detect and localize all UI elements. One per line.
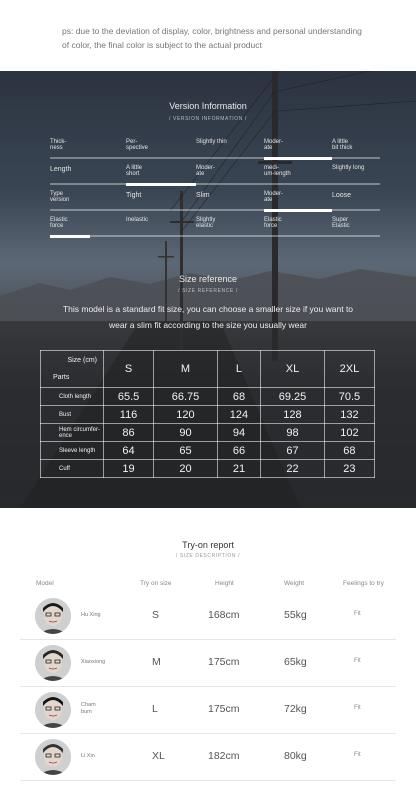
size-value-cell: 132 xyxy=(324,406,374,424)
size-value-cell: 68 xyxy=(324,442,374,460)
size-value-cell: 120 xyxy=(154,406,218,424)
size-value-cell: 21 xyxy=(217,460,260,478)
version-option: Inelastic xyxy=(126,217,149,223)
model-size: S xyxy=(152,609,160,621)
model-height: 175cm xyxy=(208,703,240,715)
model-weight: 65kg xyxy=(284,656,307,668)
size-value-cell: 66.75 xyxy=(154,388,218,406)
size-row-label: Sleeve length xyxy=(41,442,104,460)
size-value-cell: 22 xyxy=(261,460,325,478)
version-option: medi- um-length xyxy=(264,165,291,177)
model-name: Li Xin xyxy=(81,753,95,759)
size-value-cell: 116 xyxy=(104,406,154,424)
tryon-header-size: Try on size xyxy=(140,580,172,587)
size-value-cell: 68 xyxy=(217,388,260,406)
size-value-cell: 65.5 xyxy=(104,388,154,406)
size-value-cell: 65 xyxy=(154,442,218,460)
tryon-header-weight: Weight xyxy=(284,580,305,587)
version-option: Slightly long xyxy=(332,165,365,171)
version-row xyxy=(50,163,380,187)
model-avatar xyxy=(35,645,71,681)
size-header-cell: XL xyxy=(261,351,325,388)
size-header-cell: M xyxy=(154,351,218,388)
version-option: Per- spective xyxy=(126,139,149,151)
tryon-row xyxy=(20,686,396,734)
version-row xyxy=(50,215,380,239)
version-track xyxy=(50,183,380,185)
model-avatar xyxy=(35,598,71,634)
version-row xyxy=(50,189,380,213)
size-row xyxy=(41,406,375,424)
tryon-row xyxy=(20,733,396,781)
size-row-label: Hem circumfer- ence xyxy=(41,424,104,442)
version-row-label: Elastic force xyxy=(50,217,68,229)
dark-banner xyxy=(0,71,416,508)
size-value-cell: 66 xyxy=(217,442,260,460)
model-name: Xiaoxiong xyxy=(81,659,106,665)
size-value-cell: 124 xyxy=(217,406,260,424)
version-option: Moder- ate xyxy=(196,165,216,177)
version-option: Elastic force xyxy=(264,217,282,229)
model-feeling: Fit xyxy=(354,658,361,664)
size-value-cell: 69.25 xyxy=(261,388,325,406)
model-name: Hu Xing xyxy=(81,612,101,618)
size-header-cell: L xyxy=(217,351,260,388)
model-weight: 80kg xyxy=(284,750,307,762)
tryon-row xyxy=(20,592,396,640)
size-value-cell: 94 xyxy=(217,424,260,442)
model-size: XL xyxy=(152,750,165,762)
size-value-cell: 102 xyxy=(324,424,374,442)
version-selected-marker xyxy=(264,209,332,212)
size-corner-parts-label: Parts xyxy=(53,374,70,381)
size-value-cell: 90 xyxy=(154,424,218,442)
size-value-cell: 64 xyxy=(104,442,154,460)
version-option: Super Elastic xyxy=(332,217,350,229)
model-avatar xyxy=(35,739,71,775)
model-height: 182cm xyxy=(208,750,240,762)
version-option: Moder- ate xyxy=(264,139,284,151)
size-value-cell: 86 xyxy=(104,424,154,442)
tryon-subtitle: / SIZE DESCRIPTION / xyxy=(175,553,241,559)
size-row xyxy=(41,424,375,442)
tryon-header-model: Model xyxy=(36,580,54,587)
size-value-cell: 23 xyxy=(324,460,374,478)
model-size: L xyxy=(152,703,158,715)
model-feeling: Fit xyxy=(354,705,361,711)
size-row xyxy=(41,388,375,406)
version-option: Slightly thin xyxy=(196,139,227,145)
version-selected-marker xyxy=(50,235,90,238)
color-note: ps: due to the deviation of display, color, brightness and personal understanding of color, the final color is subject to the actual product xyxy=(62,26,362,50)
model-size: M xyxy=(152,656,161,668)
size-table xyxy=(40,350,375,478)
version-row xyxy=(50,137,380,161)
size-corner-cell xyxy=(41,351,104,388)
version-option: A little bit thick xyxy=(332,139,353,151)
size-value-cell: 128 xyxy=(261,406,325,424)
size-value-cell: 19 xyxy=(104,460,154,478)
version-row-label: Type version xyxy=(50,191,70,203)
size-row xyxy=(41,442,375,460)
size-reference-subtitle: / SIZE REFERENCE / xyxy=(178,288,238,294)
size-row-label: Cuff xyxy=(41,460,104,478)
model-weight: 72kg xyxy=(284,703,307,715)
tryon-row xyxy=(20,639,396,687)
model-name: Cham bum xyxy=(81,702,96,715)
version-track xyxy=(50,235,380,237)
size-header-row xyxy=(41,351,375,388)
size-reference-title: Size reference xyxy=(178,274,238,284)
model-avatar xyxy=(35,692,71,728)
version-option: A little short xyxy=(126,165,143,177)
tryon-header-feel: Feelings to try xyxy=(343,580,384,587)
version-selected-marker xyxy=(264,157,332,160)
size-row-label: Bust xyxy=(41,406,104,424)
version-option: Slim xyxy=(196,192,210,199)
model-height: 168cm xyxy=(208,609,240,621)
size-row xyxy=(41,460,375,478)
version-option: Loose xyxy=(332,192,352,199)
size-reference-description: This model is a standard fit size, you can choose a smaller size if you want to wear a slim fit according to the size you usually wear xyxy=(62,304,354,330)
version-selected-marker xyxy=(126,183,196,186)
size-header-cell: S xyxy=(104,351,154,388)
model-weight: 55kg xyxy=(284,609,307,621)
version-option: Tight xyxy=(126,192,142,199)
version-row-label: Length xyxy=(50,166,72,173)
version-title: Version Information xyxy=(169,101,247,111)
version-subtitle: / VERSION INFORMATION / xyxy=(169,116,247,122)
tryon-header-height: Height xyxy=(215,580,234,587)
tryon-title: Try-on report xyxy=(182,540,234,550)
size-value-cell: 98 xyxy=(261,424,325,442)
version-option: Slightly elastic xyxy=(196,217,216,229)
version-option: Moder- ate xyxy=(264,191,284,203)
size-value-cell: 70.5 xyxy=(324,388,374,406)
size-value-cell: 20 xyxy=(154,460,218,478)
size-header-cell: 2XL xyxy=(324,351,374,388)
model-feeling: Fit xyxy=(354,611,361,617)
version-row-label: Thick- ness xyxy=(50,139,67,151)
model-height: 175cm xyxy=(208,656,240,668)
size-value-cell: 67 xyxy=(261,442,325,460)
size-corner-size-label: Size (cm) xyxy=(67,357,97,364)
model-feeling: Fit xyxy=(354,752,361,758)
size-row-label: Cloth length xyxy=(41,388,104,406)
